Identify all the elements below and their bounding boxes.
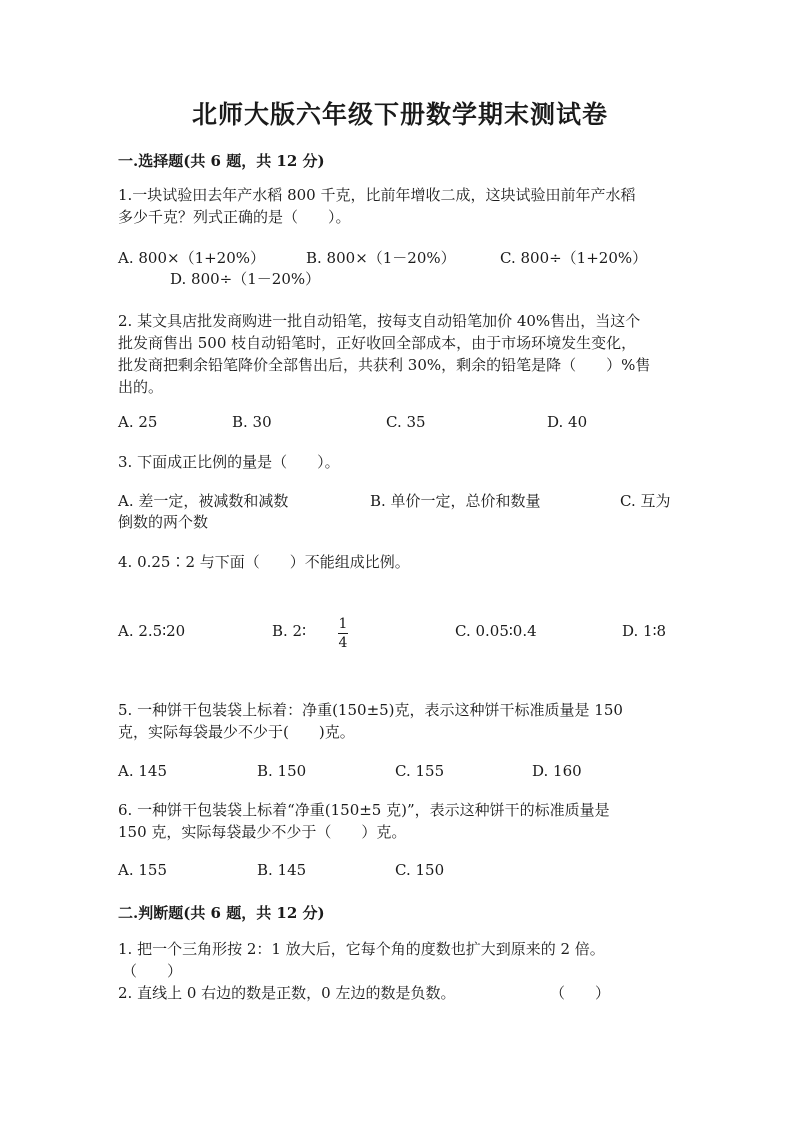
true-false-1 <box>118 938 678 982</box>
question-1-option-c: C. 800÷（1+20%） <box>500 249 648 267</box>
question-5-option-a: A. 145 <box>118 762 167 780</box>
question-3-option-c: C. 互为 <box>620 492 671 510</box>
question-4-option-d: D. 1∶8 <box>622 622 667 640</box>
question-2-option-d: D. 40 <box>547 413 588 431</box>
question-6-option-c: C. 150 <box>395 861 445 879</box>
question-1-option-d: D. 800÷（1－20%） <box>170 270 321 288</box>
page-title: 北师大版六年级下册数学期末测试卷 <box>191 100 608 129</box>
question-4-line-1: 4. 0.25∶2 与下面（ ）不能组成比例。 <box>118 553 410 571</box>
question-1-option-b: B. 800×（1－20%） <box>306 249 456 267</box>
question-4-option-a: A. 2.5∶20 <box>118 622 186 640</box>
question-1-option-a: A. 800×（1+20%） <box>118 249 266 267</box>
question-3 <box>118 451 678 473</box>
true-false-1-line-1: 1. 把一个三角形按 2：1 放大后，它每个角的度数也扩大到原来的 2 倍。 <box>118 940 605 958</box>
fraction-bar <box>338 633 348 634</box>
question-5-option-b: B. 150 <box>257 762 307 780</box>
question-6-line-1: 6. 一种饼干包装袋上标着“净重(150±5 克)”，表示这种饼干的标准质量是 <box>118 801 610 819</box>
question-5-option-d: D. 160 <box>532 762 582 780</box>
section-heading-choice: 一.选择题(共 6 题，共 12 分) <box>118 152 325 170</box>
question-3-option-a: A. 差一定，被减数和减数 <box>118 492 289 510</box>
question-2 <box>118 310 678 398</box>
question-2-line-2: 批发商售出 500 枝自动铅笔时，正好收回全部成本，由于市场环境发生变化， <box>118 334 637 352</box>
question-6-option-a: A. 155 <box>118 861 167 879</box>
question-4-option-b-fraction <box>338 617 348 650</box>
question-2-line-1: 2. 某文具店批发商购进一批自动铅笔，按每支自动铅笔加价 40%售出，当这个 <box>118 312 641 330</box>
true-false-2: 2. 直线上 0 右边的数是正数，0 左边的数是负数。 <box>118 984 456 1002</box>
true-false-2-answer-blank: （ ） <box>550 984 611 1002</box>
question-1-line-1: 1.一块试验田去年产水稻 800 千克，比前年增收二成，这块试验田前年产水稻 <box>118 186 636 204</box>
question-4 <box>118 551 678 573</box>
question-6-option-b: B. 145 <box>257 861 307 879</box>
question-6 <box>118 799 678 843</box>
question-2-line-4: 出的。 <box>118 378 164 396</box>
question-4-option-c: C. 0.05∶0.4 <box>455 622 537 640</box>
fraction-denominator: 4 <box>338 635 348 651</box>
question-3-option-b: B. 单价一定，总价和数量 <box>370 492 541 510</box>
question-3-line-1: 3. 下面成正比例的量是（ ）。 <box>118 453 340 471</box>
question-2-option-a: A. 25 <box>118 413 158 431</box>
question-6-line-2: 150 克，实际每袋最少不少于（ ）克。 <box>118 823 407 841</box>
question-5-option-c: C. 155 <box>395 762 445 780</box>
true-false-1-answer-blank: （ ） <box>122 962 183 980</box>
question-2-line-3: 批发商把剩余铅笔降价全部售出后，共获利 30%，剩余的铅笔是降（ ）%售 <box>118 356 651 374</box>
question-1-line-2: 多少千克？列式正确的是（ ）。 <box>118 208 351 226</box>
question-2-option-c: C. 35 <box>386 413 426 431</box>
question-2-option-b: B. 30 <box>232 413 272 431</box>
question-3-option-c-continued: 倒数的两个数 <box>118 513 209 531</box>
question-5-line-2: 克，实际每袋最少不少于( )克。 <box>118 723 355 741</box>
section-heading-true-false: 二.判断题(共 6 题，共 12 分) <box>118 904 325 922</box>
question-5-line-1: 5. 一种饼干包装袋上标着：净重(150±5)克，表示这种饼干标准质量是 150 <box>118 701 623 719</box>
question-4-option-b: B. 2∶ <box>272 622 307 640</box>
fraction-numerator: 1 <box>338 616 348 632</box>
question-5 <box>118 699 678 743</box>
question-1 <box>118 184 678 228</box>
